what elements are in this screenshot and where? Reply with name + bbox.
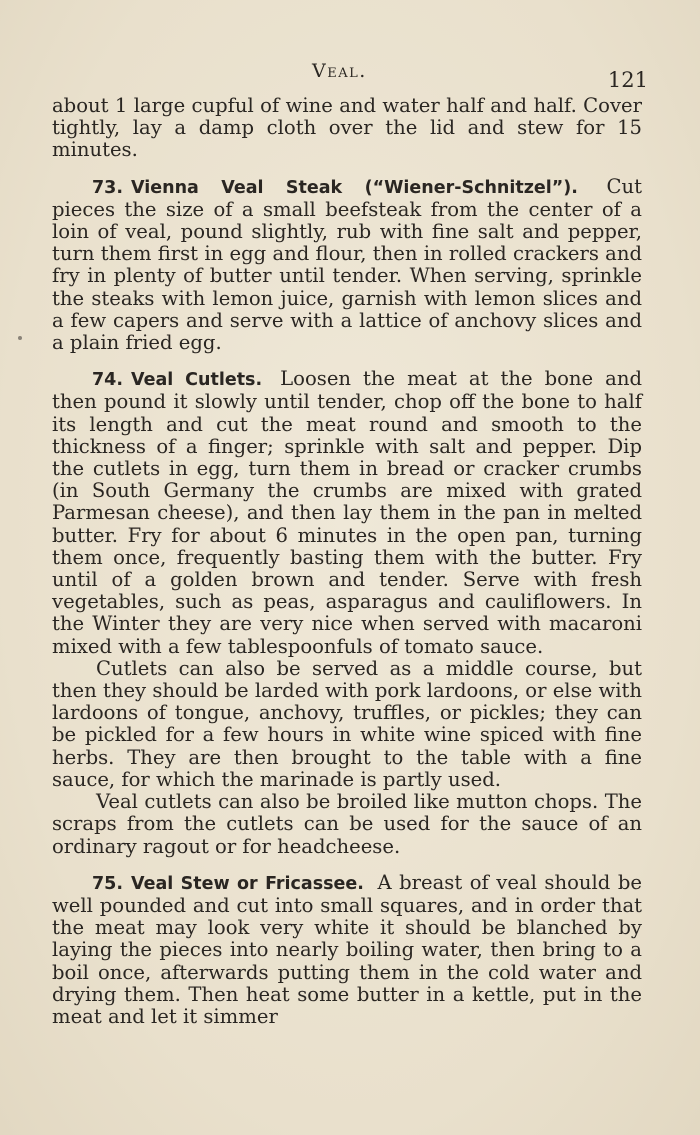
running-title: Veal. [312, 60, 367, 82]
recipe-text: A breast of veal should be well pounded and cut into small squares, and in order that the meat may look very white it should be blanched by laying the pieces into nearly boiling water, then bring to a boil once, afterwards putting them in the cold water and drying them. Then heat some butter in a kettle, put in the meat and let it simmer [52, 870, 642, 1028]
recipe-text: Cut pieces the size of a small beefsteak from the center of a loin of veal, pound slightly, rub with fine salt and pepper, turn them first in egg and flour, then in rolled crackers and fry in plenty of butter until tender. When serving, sprinkle the steaks with lemon juice, garnish with lemon slices and a few capers and serve with a lattice of anchovy slices and a plain fried egg. [52, 174, 642, 355]
recipe-title: Vienna Veal Steak (“Wiener-Schnitzel”). [131, 177, 578, 198]
ink-speck [18, 336, 22, 340]
recipe-number: 75. [92, 873, 124, 894]
recipe-number: 74. [92, 370, 124, 391]
recipe-74-paragraph-2: Cutlets can also be served as a middle course, but then they should be larded with pork lardoons, or else with lardoons of tongue, anchovy, truffles, or pickles; they can be pickled for a few hours in white wine spiced with fine herbs. They are then brought to the table with a fine sauce, for which the marinade is partly used. [52, 656, 642, 791]
running-head [0, 58, 700, 92]
recipe-title: Veal Stew or Fricassee. [131, 873, 364, 894]
recipe-number: 73. [92, 177, 124, 198]
recipe-75 [52, 872, 642, 1028]
continued-paragraph: about 1 large cupful of wine and water half and half. Cover tightly, lay a damp cloth over the lid and stew for 15 minutes. [52, 94, 642, 162]
recipe-74 [52, 368, 642, 658]
page-body [52, 95, 642, 1028]
recipe-text: Loosen the meat at the bone and then pound it slowly until tender, chop off the bone to half its length and cut the meat round and smooth to the thickness of a finger; sprinkle with salt and pepper. Dip the cutlets in egg, turn them in bread or cracker crumbs (in South Germany the crumbs are mixed with grated Parmesan cheese), and then lay them in the pan in melted butter. Fry for about 6 minutes in the open pan, turning them once, frequently basting them with the butter. Fry until of a golden brown and tender. Serve with fresh vegetables, such as peas, asparagus and cauliflowers. In the Winter they are very nice when served with macaroni mixed with a few tablespoonfuls of tomato sauce. [52, 367, 642, 658]
recipe-title: Veal Cutlets. [131, 370, 263, 391]
recipe-73 [52, 176, 642, 355]
page-number: 121 [607, 68, 648, 92]
recipe-74-paragraph-3: Veal cutlets can also be broiled like mutton chops. The scraps from the cutlets can be used for the sauce of an ordinary ragout or for headcheese. [52, 790, 642, 858]
